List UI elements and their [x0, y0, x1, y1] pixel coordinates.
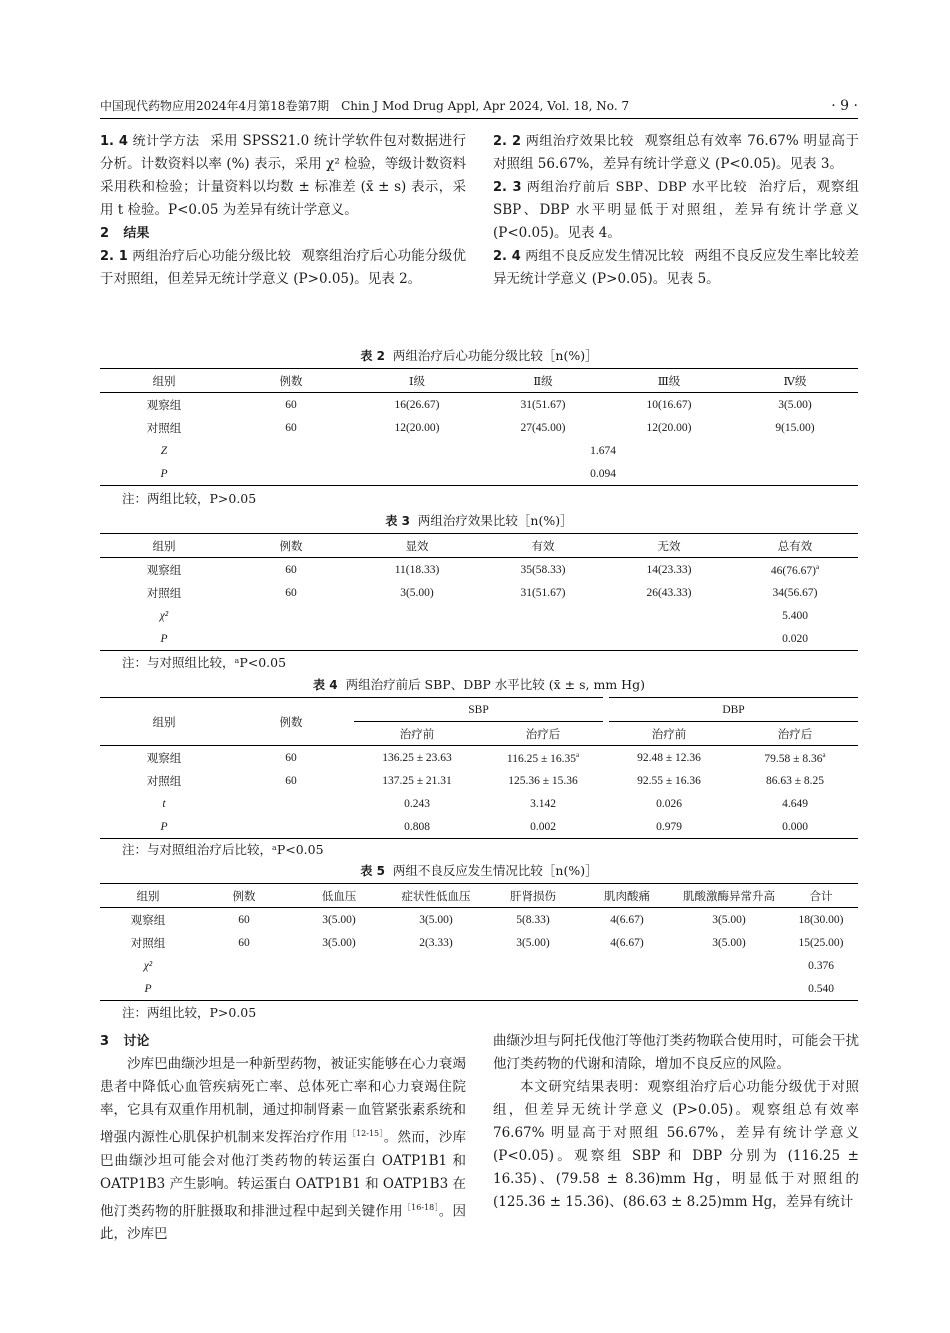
section-2-3	[493, 176, 859, 245]
table-cell: 12(20.00)	[646, 421, 692, 434]
column-header: 肝肾损伤	[486, 884, 580, 908]
significance-mark: a	[815, 562, 820, 571]
column-header: 治疗后	[732, 722, 858, 746]
section-text: 治疗后，观察组 SBP、DBP 水平明显低于对照组，差异有统计学意义 (P<0.05)。见表 4。	[493, 179, 860, 241]
section-title: 讨论	[123, 1034, 150, 1049]
cell-value: 79.58 ± 8.36	[764, 752, 823, 765]
table-cell: 3(5.00)	[322, 936, 356, 949]
column-header: 组别	[100, 369, 228, 393]
table-cell: 观察组	[146, 564, 182, 577]
statistic-label: χ²	[159, 609, 169, 622]
table-cell: 对照组	[146, 775, 182, 788]
section-number: 2. 4	[493, 249, 521, 264]
p-value: 0.540	[784, 977, 858, 1001]
table-cell: 60	[285, 398, 297, 411]
paragraph-text: 。因此，沙库巴	[100, 1203, 467, 1242]
table-cell: 34(56.67)	[772, 586, 818, 599]
section-number: 2	[100, 226, 110, 241]
column-header: 组别	[100, 534, 228, 558]
table-cell: 3(5.00)	[712, 913, 746, 926]
table-row	[100, 908, 858, 932]
table-cell: 18(30.00)	[798, 913, 844, 926]
table-2-note: 注：两组比较，P>0.05	[122, 491, 257, 506]
statistic-label: Z	[160, 444, 168, 457]
statistic-value: 0.026	[656, 797, 682, 810]
table-cell: 26(43.33)	[646, 586, 692, 599]
table-3-note: 注：与对照组比较，ᵃP<0.05	[122, 655, 287, 670]
table-row	[100, 769, 858, 792]
column-header: Ⅳ级	[732, 369, 858, 393]
table-cell: 4(6.67)	[610, 936, 644, 949]
table-cell: 60	[285, 586, 297, 599]
section-title: 两组不良反应发生情况比较	[525, 249, 684, 264]
table-header-row	[100, 698, 858, 722]
p-label: P	[100, 977, 196, 1001]
p-label: P	[100, 627, 228, 651]
p-value: 0.979	[606, 815, 732, 839]
column-header: 治疗前	[354, 722, 480, 746]
significance-mark: a	[822, 750, 826, 759]
column-header: 治疗前	[606, 722, 732, 746]
statistic-value: 0.243	[404, 797, 430, 810]
table-cell: 观察组	[146, 752, 182, 765]
table-row-statistic	[100, 954, 858, 977]
table-cell: 31(51.67)	[520, 398, 566, 411]
citation: ［16-18］	[402, 1202, 439, 1212]
section-title: 两组治疗前后 SBP、DBP 水平比较	[526, 180, 748, 195]
table-cell: 92.55 ± 16.36	[637, 774, 701, 787]
table-cell: 31(51.67)	[520, 586, 566, 599]
column-header: 无效	[606, 534, 732, 558]
table-cell: 10(16.67)	[646, 398, 692, 411]
table-4	[100, 697, 858, 839]
table-cell: 137.25 ± 21.31	[382, 774, 452, 787]
discussion-paragraph-1	[100, 1053, 466, 1246]
table-row-statistic	[100, 439, 858, 462]
discussion-paragraph-2: 本文研究结果表明：观察组治疗后心功能分级优于对照组，但差异无统计学意义 (P>0.05)。观察组总有效率 76.67% 明显高于对照组 56.67%，差异有统计学意义 (P<0.05)。观察组 SBP 和 DBP 分别为 (116.25 ± 16.35)、(79.58 ± 8.36)mm Hg，明显低于对照组的 (125.36 ± 15.36)、(86.63 ± 8.25)mm Hg，差异有统计	[493, 1079, 859, 1210]
table-5-note: 注：两组比较，P>0.05	[122, 1005, 257, 1020]
statistic-value: 4.649	[782, 797, 808, 810]
section-3-heading	[100, 1030, 466, 1053]
table-cell: 60	[238, 913, 250, 926]
table-title: 两组治疗前后 SBP、DBP 水平比较 (x̄ ± s, mm Hg)	[345, 677, 645, 692]
table-cell: 11(18.33)	[394, 563, 440, 576]
left-column-top	[100, 130, 466, 291]
table-cell: 观察组	[130, 914, 166, 927]
column-header: 症状性低血压	[386, 884, 486, 908]
section-title: 两组治疗效果比较	[525, 134, 634, 149]
section-number: 3	[100, 1034, 110, 1049]
table-4-note: 注：与对照组治疗后比较，ᵃP<0.05	[122, 842, 324, 857]
table-3	[100, 533, 858, 651]
statistic-value: 1.674	[590, 444, 616, 457]
table-cell: 60	[285, 751, 297, 764]
column-header: 低血压	[292, 884, 386, 908]
column-header: Ⅲ级	[606, 369, 732, 393]
column-header: 例数	[228, 534, 354, 558]
table-cell: 3(5.00)	[400, 586, 434, 599]
table-cell: 9(15.00)	[775, 421, 815, 434]
table-row	[100, 581, 858, 604]
column-header: 例数	[228, 698, 354, 746]
table-label: 表 5	[360, 864, 385, 878]
statistic-value: 3.142	[530, 797, 556, 810]
column-header: 合计	[784, 884, 858, 908]
table-cell: 15(25.00)	[798, 936, 844, 949]
table-2	[100, 368, 858, 486]
statistic-value: 0.376	[808, 959, 834, 972]
table-cell: 5(8.33)	[516, 913, 550, 926]
table-label: 表 4	[313, 678, 338, 692]
column-header: 治疗后	[480, 722, 606, 746]
cell-value: 116.25 ± 16.35	[506, 752, 577, 765]
section-title: 结果	[123, 226, 150, 241]
p-label: P	[100, 462, 228, 486]
section-number: 2. 3	[493, 180, 522, 195]
column-header: 组别	[100, 884, 196, 908]
section-text: 观察组总有效率 76.67% 明显高于对照组 56.67%，差异有统计学意义 (P<0.05)。见表 3。	[493, 133, 859, 172]
discussion-right	[493, 1030, 859, 1214]
column-header: 肌酸激酶异常升高	[674, 884, 784, 908]
table-cell: 观察组	[146, 399, 182, 412]
section-number: 2. 2	[493, 134, 522, 149]
table-cell: 136.25 ± 23.63	[382, 751, 452, 764]
table-cell: 对照组	[146, 422, 182, 435]
table-cell: 92.48 ± 12.36	[637, 751, 701, 764]
column-header: 总有效	[732, 534, 858, 558]
column-header: Ⅱ级	[480, 369, 606, 393]
table-title: 两组治疗后心功能分级比较［n(%)］	[392, 348, 598, 363]
table-row	[100, 558, 858, 582]
section-text: 观察组治疗后心功能分级优于对照组，但差异无统计学意义 (P>0.05)。见表 2。	[100, 248, 466, 287]
statistic-label: t	[162, 797, 166, 810]
table-cell: 对照组	[146, 587, 182, 600]
section-title: 两组治疗后心功能分级比较	[132, 249, 291, 264]
column-group-header: SBP	[354, 698, 606, 722]
table-cell: 3(5.00)	[778, 398, 812, 411]
table-cell: 对照组	[130, 937, 166, 950]
table-cell: 3(5.00)	[419, 913, 453, 926]
column-header: 例数	[196, 884, 292, 908]
statistic-label: χ²	[143, 959, 153, 972]
section-title: 统计学方法	[132, 134, 200, 149]
section-2-2	[493, 130, 859, 176]
table-row-p	[100, 977, 858, 1001]
column-header: 显效	[354, 534, 480, 558]
table-cell	[732, 558, 858, 582]
table-cell: 3(5.00)	[322, 913, 356, 926]
right-column-top	[493, 130, 859, 291]
table-cell: 60	[285, 421, 297, 434]
table-cell: 3(5.00)	[712, 936, 746, 949]
table-row	[100, 393, 858, 417]
column-header: 例数	[228, 369, 354, 393]
section-2-4	[493, 245, 859, 291]
page-number: · 9 ·	[831, 98, 858, 114]
section-2-1	[100, 245, 466, 291]
section-1-4	[100, 130, 466, 222]
p-value: 0.094	[228, 462, 858, 486]
running-header	[100, 96, 858, 119]
table-cell: 2(3.33)	[419, 936, 453, 949]
table-cell: 14(23.33)	[646, 563, 692, 576]
table-cell: 12(20.00)	[394, 421, 440, 434]
cell-value: 46(76.67)	[770, 564, 816, 577]
section-text: 采用 SPSS21.0 统计学软件包对数据进行分析。计数资料以率 (%) 表示，采用 χ² 检验，等级计数资料采用秩和检验；计量资料以均数 ± 标准差 (x̄ ± s) 表示，采用 t 检验。P<0.05 为差异有统计学意义。	[100, 133, 467, 218]
table-label: 表 2	[360, 349, 385, 363]
p-value: 0.020	[732, 627, 858, 651]
table-5	[100, 883, 858, 1001]
table-cell: 4(6.67)	[610, 913, 644, 926]
table-cell	[480, 746, 606, 770]
table-label: 表 3	[385, 514, 410, 528]
table-title: 两组不良反应发生情况比较［n(%)］	[392, 863, 598, 878]
table-row-p	[100, 462, 858, 486]
table-cell: 16(26.67)	[394, 398, 440, 411]
column-header: 有效	[480, 534, 606, 558]
table-header-row	[100, 534, 858, 558]
section-text: 两组不良反应发生率比较差异无统计学意义 (P>0.05)。见表 5。	[493, 248, 859, 287]
table-cell	[732, 746, 858, 770]
table-header-row	[100, 369, 858, 393]
section-number: 2. 1	[100, 249, 128, 264]
p-value: 0.808	[354, 815, 480, 839]
column-header: Ⅰ级	[354, 369, 480, 393]
p-label: P	[100, 815, 228, 839]
column-header: 肌肉酸痛	[580, 884, 674, 908]
table-row	[100, 746, 858, 770]
table-cell: 3(5.00)	[516, 936, 550, 949]
p-value: 0.000	[732, 815, 858, 839]
table-cell: 60	[285, 563, 297, 576]
column-group-header: DBP	[606, 698, 858, 722]
section-2-heading	[100, 222, 466, 245]
column-header: 组别	[100, 698, 228, 746]
table-row-p	[100, 627, 858, 651]
discussion-paragraph-1-continued: 曲缬沙坦与阿托伐他汀等他汀类药物联合使用时，可能会干扰他汀类药物的代谢和清除，增加不良反应的风险。	[493, 1033, 859, 1072]
table-4-caption	[100, 676, 858, 694]
paragraph-text: 。然而，沙库巴曲缬沙坦可能会对他汀类药物的转运蛋白 OATP1B1 和 OATP1B3 产生影响。转运蛋白 OATP1B1 和 OATP1B3 在他汀类药物的肝脏摄取和排泄过程中起到关键作用	[100, 1129, 467, 1219]
table-header-row	[100, 884, 858, 908]
journal-citation: 中国现代药物应用2024年4月第18卷第7期 Chin J Mod Drug Appl, Apr 2024, Vol. 18, No. 7	[100, 99, 630, 113]
table-row-statistic	[100, 604, 858, 627]
table-cell: 86.63 ± 8.25	[765, 774, 825, 787]
table-row	[100, 416, 858, 439]
table-2-caption	[100, 347, 858, 365]
section-number: 1. 4	[100, 134, 128, 149]
table-cell: 60	[285, 774, 297, 787]
table-cell: 60	[238, 936, 250, 949]
table-cell: 27(45.00)	[520, 421, 566, 434]
citation: ［12-15］	[347, 1129, 384, 1138]
table-row-p	[100, 815, 858, 839]
table-row	[100, 931, 858, 954]
table-cell: 35(58.33)	[520, 563, 566, 576]
statistic-value: 5.400	[782, 609, 808, 622]
table-3-caption	[100, 512, 858, 530]
significance-mark: a	[576, 750, 580, 759]
table-5-caption	[100, 862, 858, 880]
p-value: 0.002	[480, 815, 606, 839]
discussion-left	[100, 1030, 466, 1246]
table-cell: 125.36 ± 15.36	[508, 774, 578, 787]
table-row-statistic	[100, 792, 858, 815]
table-title: 两组治疗效果比较［n(%)］	[417, 513, 573, 528]
paragraph-text: 沙库巴曲缬沙坦是一种新型药物，被证实能够在心力衰竭患者中降低心血管疾病死亡率、总体死亡率和心力衰竭住院率，它具有双重作用机制，通过抑制肾素－血管紧张素系统和增强内源性心肌保护机制来发挥治疗作用	[100, 1056, 466, 1146]
